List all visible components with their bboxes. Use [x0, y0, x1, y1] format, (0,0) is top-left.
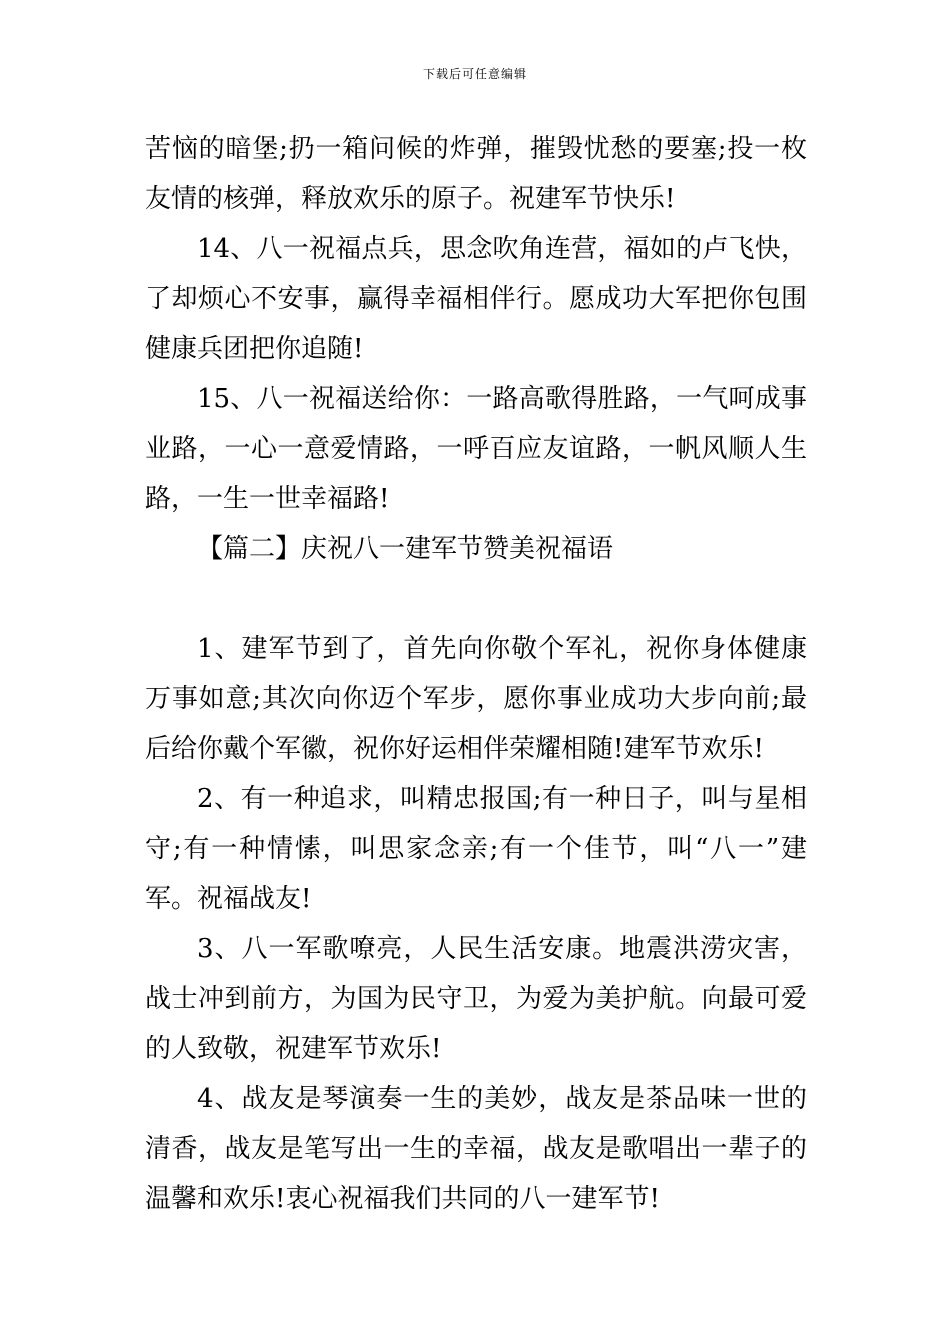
- paragraph-2: 2、有一种追求，叫精忠报国;有一种日子，叫与星相守;有一种情愫，叫思家念亲;有一个佳节，叫“八一”建军。祝福战友!: [145, 784, 807, 914]
- paragraph-4: 4、战友是琴演奏一生的美妙，战友是茶品味一世的清香，战友是笔写出一生的幸福，战友是歌唱出一辈子的温馨和欢乐!衷心祝福我们共同的八一建军节!: [145, 1084, 807, 1214]
- paragraph-3: 3、八一军歌嘹亮，人民生活安康。地震洪涝灾害，战士冲到前方，为国为民守卫，为爱为美护航。向最可爱的人致敬，祝建军节欢乐!: [145, 934, 807, 1064]
- section-spacer: [145, 574, 807, 624]
- document-body: [145, 124, 807, 1224]
- paragraph-14: 14、八一祝福点兵，思念吹角连营，福如的卢飞快，了却烦心不安事，赢得幸福相伴行。愿成功大军把你包围健康兵团把你追随!: [145, 234, 807, 364]
- section-heading: 【篇二】庆祝八一建军节赞美祝福语: [197, 534, 614, 564]
- paragraph-1: 1、建军节到了，首先向你敬个军礼，祝你身体健康万事如意;其次向你迈个军步，愿你事业成功大步向前;最后给你戴个军徽，祝你好运相伴荣耀相随!建军节欢乐!: [145, 634, 807, 764]
- paragraph-15: 15、八一祝福送给你：一路高歌得胜路，一气呵成事业路，一心一意爱情路，一呼百应友谊路，一帆风顺人生路，一生一世幸福路!: [145, 384, 807, 514]
- page-header: 下载后可任意编辑: [422, 67, 527, 81]
- paragraph-continued: 苦恼的暗堡;扔一箱问候的炸弹，摧毁忧愁的要塞;投一枚友情的核弹，释放欢乐的原子。祝建军节快乐!: [145, 134, 807, 214]
